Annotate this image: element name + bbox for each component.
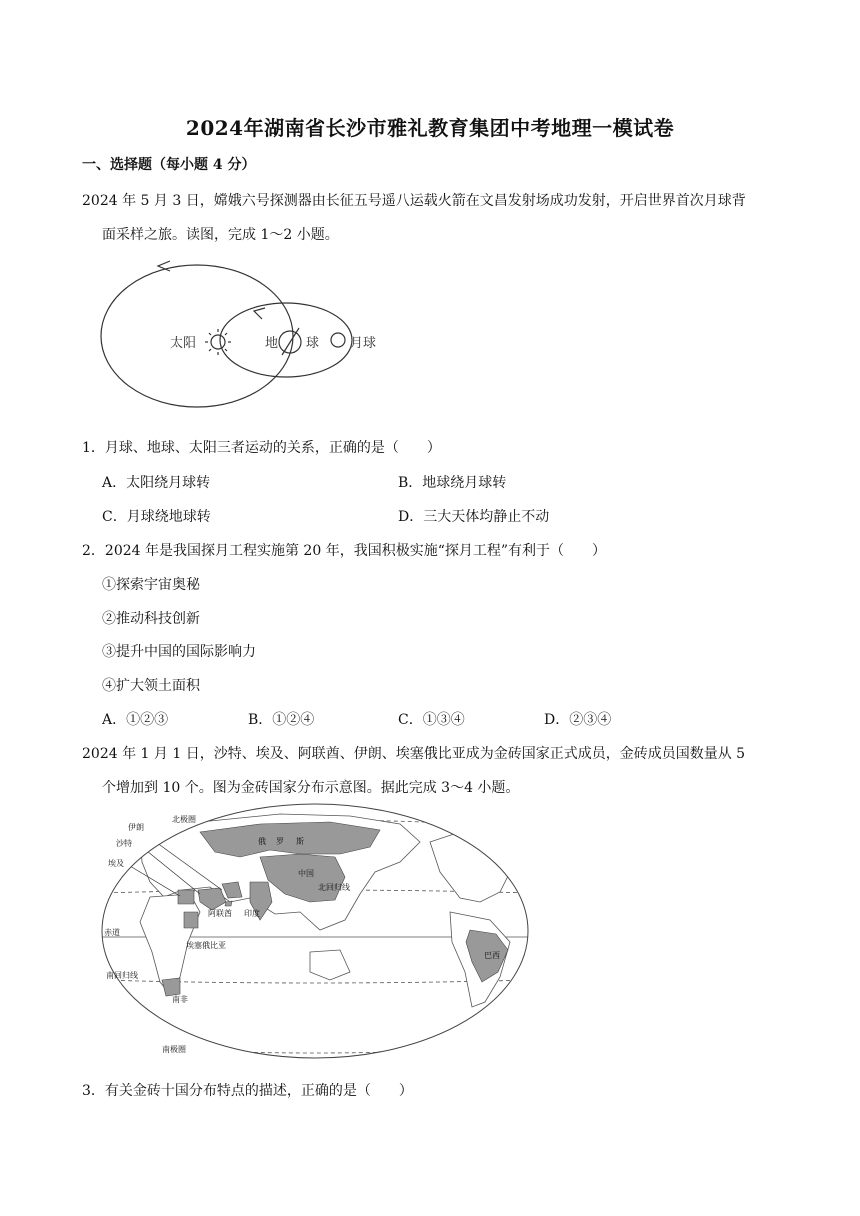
sun-icon	[205, 329, 231, 355]
brics-world-map	[100, 802, 530, 1060]
south-africa-shape	[162, 978, 180, 996]
label-equator: 赤道	[104, 928, 120, 937]
q3-stem: 3．有关金砖十国分布特点的描述，正确的是（ ）	[82, 1083, 413, 1099]
q2-statement-1: ①探索宇宙奥秘	[102, 577, 200, 593]
label-egypt: 埃及	[108, 859, 124, 868]
label-sun: 太阳	[170, 336, 197, 351]
label-saudi: 沙特	[116, 839, 132, 848]
q2-option-a[interactable]: A．①②③	[102, 712, 169, 728]
q1-option-b[interactable]: B．地球绕月球转	[398, 475, 507, 491]
label-tropic-of-capricorn: 南回归线	[106, 971, 138, 980]
moon-orbit	[220, 303, 352, 377]
earth-icon	[279, 328, 301, 355]
egypt-shape	[178, 890, 194, 904]
label-iran: 伊朗	[128, 823, 144, 832]
q1-option-c[interactable]: C．月球绕地球转	[102, 509, 211, 525]
label-india: 印度	[244, 909, 260, 918]
label-earth-2: 球	[306, 336, 320, 351]
q2-statement-2: ②推动科技创新	[102, 611, 200, 627]
intro1-line1: 2024 年 5 月 3 日，嫦娥六号探测器由长征五号遥八运载火箭在文昌发射场成功发射，开启世界首次月球背	[82, 193, 746, 209]
label-russia-2: 罗	[276, 837, 284, 846]
q2-option-c[interactable]: C．①③④	[398, 712, 465, 728]
intro2-line2: 个增加到 10 个。图为金砖国家分布示意图。据此完成 3～4 小题。	[102, 780, 520, 796]
page-title: 2024年湖南省长沙市雅礼教育集团中考地理一模试卷	[185, 116, 675, 140]
q1-stem: 1．月球、地球、太阳三者运动的关系，正确的是（ ）	[82, 440, 441, 456]
label-earth-1: 地	[265, 336, 279, 351]
uae-shape	[225, 901, 232, 906]
moon-orbit-arrow-icon	[254, 308, 265, 319]
sun-earth-moon-diagram	[100, 258, 400, 413]
q2-option-d[interactable]: D．②③④	[544, 712, 612, 728]
label-brazil: 巴西	[484, 951, 500, 960]
label-russia-1: 俄	[258, 837, 266, 846]
label-china: 中国	[298, 869, 314, 878]
intro1-line2: 面采样之旅。读图，完成 1～2 小题。	[102, 227, 339, 243]
label-russia-3: 斯	[296, 837, 304, 846]
q2-statement-3: ③提升中国的国际影响力	[102, 644, 256, 660]
label-antarctic-circle: 南极圈	[162, 1045, 186, 1054]
q2-stem: 2．2024 年是我国探月工程实施第 20 年，我国积极实施“探月工程”有利于（ ）	[82, 543, 607, 559]
ethiopia-shape	[184, 912, 198, 928]
moon-icon	[331, 333, 345, 347]
label-uae: 阿联酋	[208, 909, 232, 918]
intro2-line1: 2024 年 1 月 1 日，沙特、埃及、阿联酋、伊朗、埃塞俄比亚成为金砖国家正式成员，金砖成员国数量从 5	[82, 746, 746, 762]
section-heading: 一、选择题（每小题 4 分）	[82, 157, 256, 173]
label-south-africa: 南非	[172, 995, 188, 1004]
q2-statement-4: ④扩大领土面积	[102, 678, 200, 694]
q1-option-d[interactable]: D．三大天体均静止不动	[398, 509, 550, 525]
label-tropic-of-cancer: 北回归线	[318, 883, 350, 892]
q2-option-b[interactable]: B．①②④	[248, 712, 315, 728]
label-moon: 月球	[350, 336, 377, 351]
label-arctic-circle: 北极圈	[172, 815, 196, 824]
q1-option-a[interactable]: A．太阳绕月球转	[102, 475, 211, 491]
label-ethiopia: 埃塞俄比亚	[186, 941, 226, 950]
